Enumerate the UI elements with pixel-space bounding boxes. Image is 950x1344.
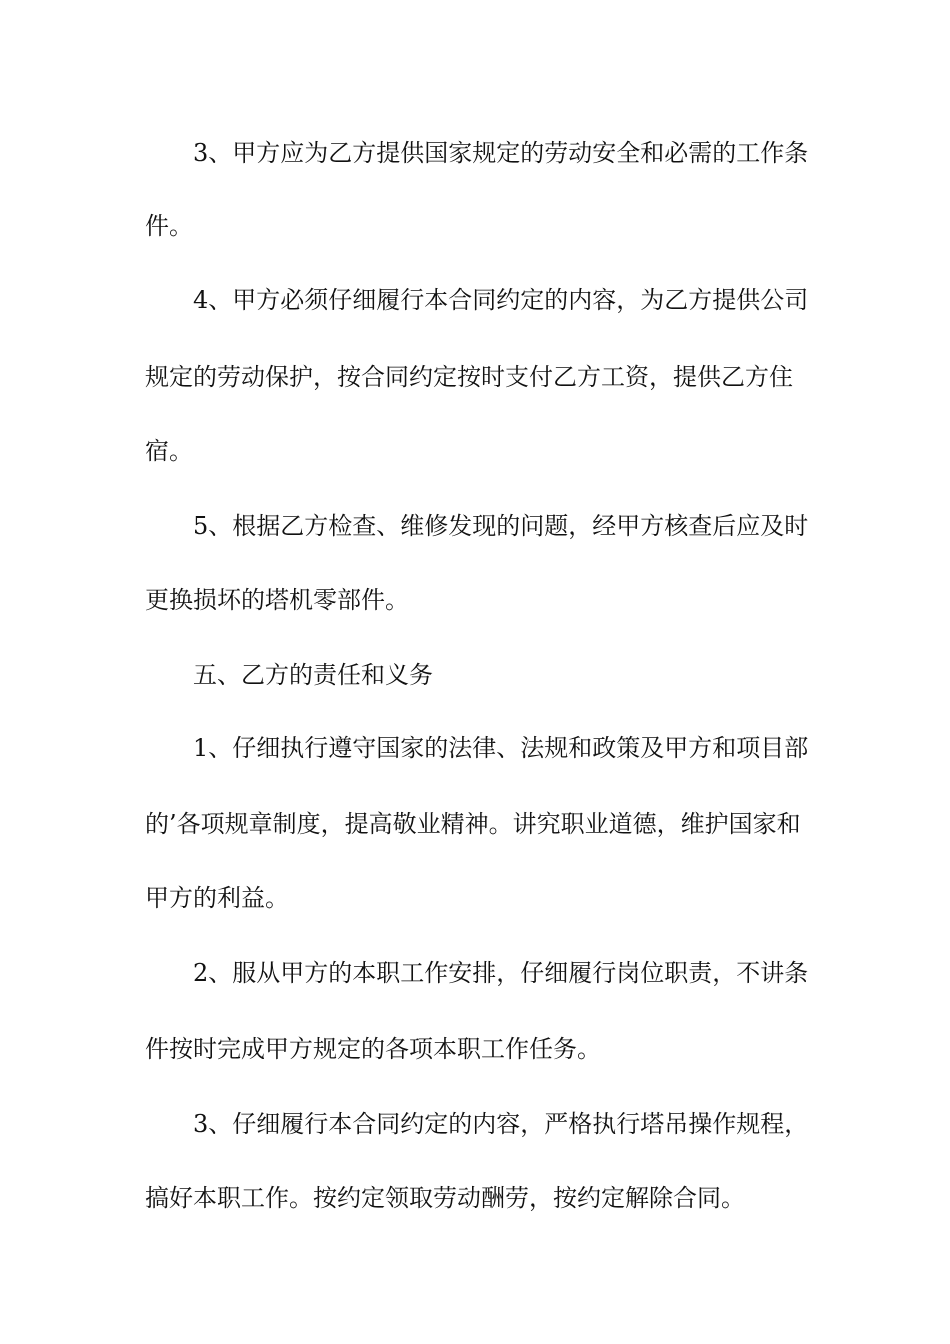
paragraph-line: 宿。 — [145, 437, 193, 465]
paragraph-line: 3、甲方应为乙方提供国家规定的劳动安全和必需的工作条 — [193, 139, 809, 167]
section-heading: 五、乙方的责任和义务 — [193, 661, 433, 689]
paragraph-line: 3、仔细履行本合同约定的内容，严格执行塔吊操作规程， — [193, 1110, 809, 1138]
paragraph-line: 4、甲方必须仔细履行本合同约定的内容，为乙方提供公司 — [193, 286, 809, 314]
paragraph-line: 甲方的利益。 — [145, 884, 289, 912]
paragraph-line: 1、仔细执行遵守国家的法律、法规和政策及甲方和项目部 — [193, 734, 809, 762]
paragraph-line: 更换损坏的塔机零部件。 — [145, 586, 409, 614]
paragraph-line: 的’各项规章制度，提高敬业精神。讲究职业道德，维护国家和 — [145, 810, 801, 838]
paragraph-line: 2、服从甲方的本职工作安排，仔细履行岗位职责，不讲条 — [193, 959, 809, 987]
paragraph-line: 件按时完成甲方规定的各项本职工作任务。 — [145, 1035, 601, 1063]
paragraph-line: 件。 — [145, 212, 193, 240]
paragraph-line: 搞好本职工作。按约定领取劳动酬劳，按约定解除合同。 — [145, 1184, 745, 1212]
paragraph-line: 规定的劳动保护，按合同约定按时支付乙方工资，提供乙方住 — [145, 363, 793, 391]
paragraph-line: 5、根据乙方检查、维修发现的问题，经甲方核查后应及时 — [193, 512, 809, 540]
